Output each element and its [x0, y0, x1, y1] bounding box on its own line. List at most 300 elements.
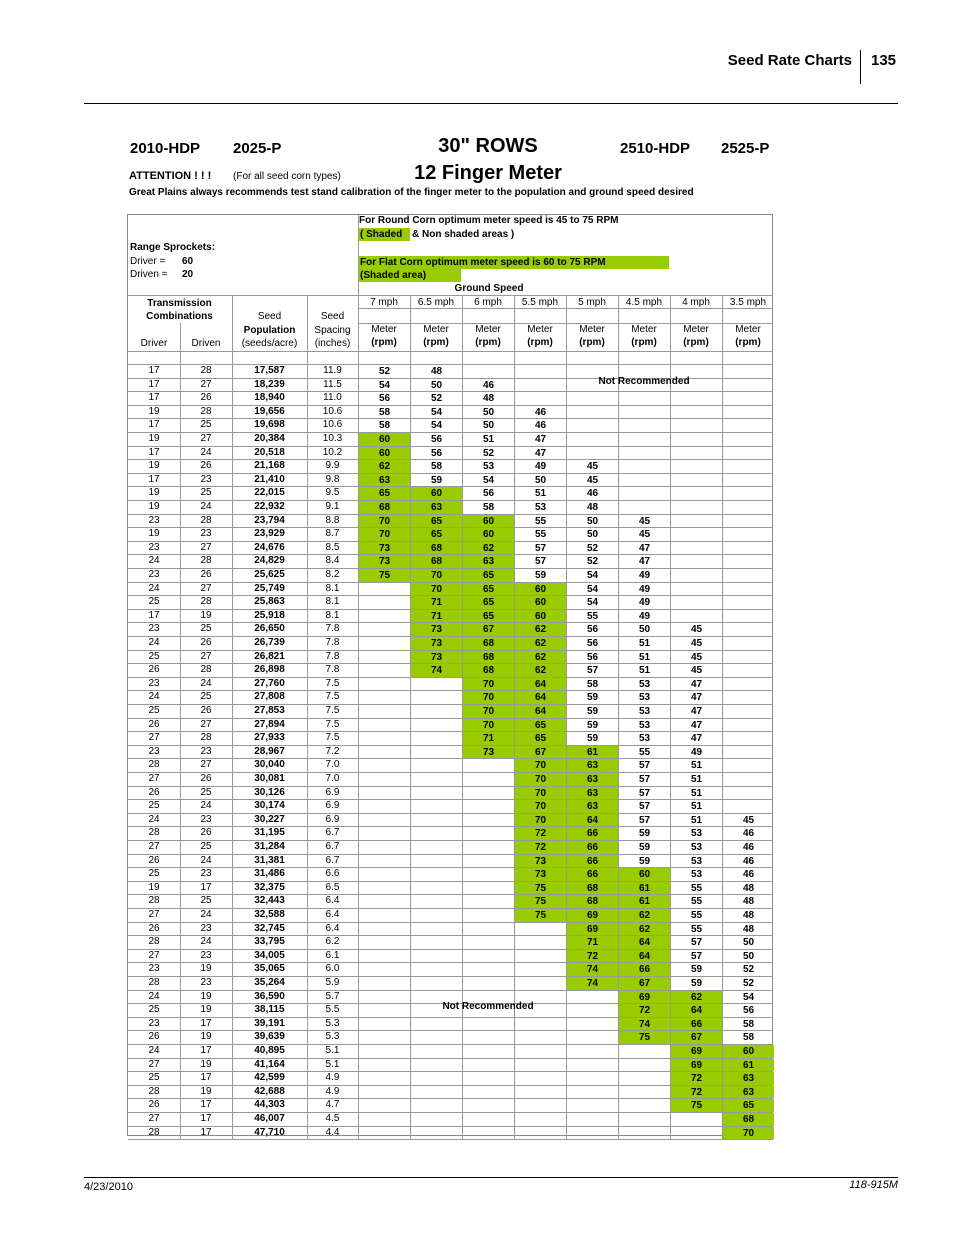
population-cell: 27,760 — [254, 677, 285, 689]
driven-cell: 26 — [200, 773, 212, 784]
meter-rpm-cell: 57 — [690, 950, 703, 962]
driven-value: 20 — [182, 269, 194, 280]
meter-rpm-cell: 54 — [586, 583, 599, 595]
meter-rpm-cell: 46 — [742, 842, 755, 853]
meter-rpm-cell: 56 — [378, 393, 391, 405]
meter-rpm-cell: 65 — [463, 596, 514, 609]
meter-rpm-cell: 72 — [515, 827, 566, 840]
driven-cell: 24 — [200, 446, 212, 458]
meter-rpm-cell: 63 — [723, 1086, 774, 1099]
spacing-cell: 6.4 — [325, 909, 340, 920]
meter-rpm-cell: 55 — [690, 910, 703, 921]
meter-rpm-cell: 59 — [586, 706, 599, 717]
driver-cell: 23 — [148, 623, 160, 635]
driven-cell: 25 — [200, 691, 212, 703]
meter-rpm-cell: 53 — [638, 706, 651, 717]
meter-rpm-cell: 45 — [690, 638, 703, 649]
driver-cell: 17 — [148, 473, 160, 485]
meter-rpm-cell: 59 — [430, 474, 443, 486]
population-cell: 41,164 — [254, 1058, 285, 1070]
meter-rpm-cell: 46 — [482, 379, 495, 391]
meter-rpm-cell: 59 — [638, 855, 651, 867]
attention-note: (For all seed corn types) — [233, 171, 341, 182]
meter-rpm-cell: 54 — [742, 991, 755, 1003]
driver-cell: 23 — [148, 677, 160, 689]
population-cell: 31,195 — [254, 827, 285, 839]
meter-rpm-cell: 58 — [586, 678, 599, 690]
meter-rpm-cell: 51 — [690, 801, 703, 813]
meter-rpm-cell: 52 — [742, 964, 755, 976]
meter-rpm-cell: 65 — [515, 719, 566, 732]
meter-rpm-cell: 72 — [671, 1086, 722, 1099]
driven-cell: 28 — [200, 514, 212, 526]
meter-rpm-cell: 69 — [619, 991, 670, 1004]
seed-rate-chart — [127, 214, 773, 1139]
population-cell: 33,795 — [254, 936, 285, 948]
meter-rpm-cell: 72 — [567, 950, 618, 963]
meter-rpm-cell: 48 — [742, 910, 755, 921]
meter-rpm-cell: 59 — [638, 842, 651, 853]
driven-cell: 17 — [200, 881, 212, 893]
meter-rpm-cell: 53 — [690, 869, 703, 881]
grid-line — [358, 323, 773, 324]
population-cell: 27,894 — [254, 718, 285, 730]
model-2510-hdp: 2510-HDP — [620, 140, 691, 157]
driven-cell: 27 — [200, 718, 212, 730]
meter-rpm-cell: 50 — [430, 379, 443, 391]
population-cell: 27,808 — [254, 691, 285, 703]
meter-rpm-cell: 70 — [515, 759, 566, 772]
meter-rpm-cell: 65 — [463, 583, 514, 596]
meter-rpm-cell: 45 — [638, 529, 651, 541]
meter-rpm-cell: 70 — [463, 705, 514, 718]
driven-cell: 28 — [200, 365, 212, 376]
driven-cell: 28 — [200, 405, 212, 417]
meter-rpm-cell: 45 — [638, 515, 651, 527]
meter-rpm-cell: 55 — [586, 610, 599, 622]
spacing-cell: 7.5 — [325, 691, 340, 703]
spacing-cell: 5.1 — [325, 1058, 340, 1070]
meter-rpm-cell: 64 — [515, 678, 566, 691]
population-cell: 42,599 — [254, 1072, 285, 1084]
meter-rpm-cell: 62 — [463, 542, 514, 555]
meter-rpm-cell: 70 — [723, 1127, 774, 1140]
footer-doc-number: 118-915M — [849, 1179, 898, 1191]
population-cell: 35,065 — [254, 963, 285, 975]
population-cell: 32,375 — [254, 881, 285, 893]
spacing-cell: 9.9 — [325, 460, 340, 472]
nonshaded-label: & Non shaded areas ) — [412, 229, 515, 240]
driven-cell: 19 — [200, 963, 212, 975]
spacing-cell: 6.5 — [325, 881, 340, 893]
speed-header: 5 mph — [578, 297, 606, 308]
driver-cell: 25 — [148, 800, 160, 812]
meter-rpm-cell: 50 — [482, 420, 495, 432]
meter-rpm-cell: 60 — [515, 583, 566, 596]
meter-rpm-cell: 72 — [619, 1004, 670, 1017]
meter-rpm-cell: 75 — [359, 569, 410, 582]
driven-cell: 25 — [200, 623, 212, 635]
meter-rpm-cell: 63 — [567, 759, 618, 772]
driven-cell: 17 — [200, 1017, 212, 1029]
meter-rpm-cell: 48 — [742, 896, 755, 908]
driven-cell: 26 — [200, 637, 212, 648]
meter-rpm-cell: 74 — [567, 963, 618, 976]
meter-rpm-cell: 62 — [671, 991, 722, 1004]
meter-rpm-cell: 59 — [534, 570, 547, 581]
meter-rpm-cell: 61 — [619, 895, 670, 908]
population-cell: 27,933 — [254, 732, 285, 744]
meter-rpm-cell: 57 — [534, 542, 547, 554]
meter-rpm-cell: 53 — [690, 855, 703, 867]
population-cell: 26,898 — [254, 664, 285, 676]
driver-cell: 24 — [148, 691, 160, 703]
meter-rpm-cell: 51 — [690, 760, 703, 772]
meter-header: Meter — [371, 324, 397, 335]
meter-rpm-cell: 72 — [671, 1072, 722, 1085]
spacing-cell: 6.9 — [325, 786, 340, 798]
seed-spacing-header-2: Spacing — [314, 325, 351, 336]
meter-rpm-cell: 68 — [411, 555, 462, 568]
driver-cell: 28 — [148, 936, 160, 948]
rpm-header: (rpm) — [423, 337, 449, 348]
driver-cell: 26 — [148, 1031, 160, 1043]
speed-header: 3.5 mph — [729, 297, 767, 308]
spacing-cell: 7.2 — [325, 745, 340, 757]
meter-rpm-cell: 47 — [534, 434, 547, 445]
meter-rpm-cell: 49 — [638, 610, 651, 622]
driven-cell: 27 — [200, 650, 212, 662]
meter-rpm-cell: 70 — [359, 515, 410, 528]
meter-rpm-cell: 47 — [534, 447, 547, 459]
rpm-header: (rpm) — [631, 337, 657, 348]
driven-cell: 28 — [200, 664, 212, 676]
meter-rpm-cell: 60 — [359, 447, 410, 460]
meter-rpm-cell: 51 — [690, 787, 703, 799]
meter-rpm-cell: 56 — [742, 1005, 755, 1017]
seed-population-header-2: Population — [243, 325, 296, 336]
meter-rpm-cell: 74 — [411, 664, 462, 677]
driver-cell: 27 — [148, 773, 160, 784]
spacing-cell: 5.7 — [325, 990, 340, 1002]
meter-rpm-cell: 62 — [619, 923, 670, 936]
spacing-cell: 7.0 — [325, 759, 340, 771]
model-2025-p: 2025-P — [233, 140, 282, 157]
meter-rpm-cell: 53 — [690, 842, 703, 853]
spacing-cell: 11.0 — [323, 392, 342, 404]
population-cell: 34,005 — [254, 949, 285, 961]
meter-rpm-cell: 71 — [567, 936, 618, 949]
population-cell: 25,625 — [254, 569, 285, 580]
spacing-cell: 7.0 — [325, 773, 340, 784]
driver-cell: 25 — [148, 705, 160, 716]
driver-cell: 17 — [148, 365, 160, 376]
driver-cell: 25 — [148, 1072, 160, 1084]
meter-header: Meter — [735, 324, 761, 335]
meter-rpm-cell: 45 — [586, 474, 599, 486]
meter-rpm-cell: 52 — [378, 366, 391, 377]
population-cell: 32,443 — [254, 895, 285, 907]
meter-rpm-cell: 49 — [690, 746, 703, 758]
meter-rpm-cell: 75 — [619, 1031, 670, 1044]
spacing-cell: 6.7 — [325, 827, 340, 839]
meter-rpm-cell: 48 — [742, 882, 755, 894]
meter-rpm-cell: 60 — [463, 515, 514, 528]
driven-cell: 25 — [200, 895, 212, 907]
footer-rule — [84, 1177, 898, 1178]
meter-rpm-cell: 66 — [567, 827, 618, 840]
driven-cell: 25 — [200, 786, 212, 798]
population-cell: 25,918 — [254, 609, 285, 621]
meter-rpm-cell: 65 — [463, 569, 514, 582]
meter-rpm-cell: 71 — [411, 610, 462, 623]
meter-rpm-cell: 49 — [638, 583, 651, 595]
not-recommended-bottom: Not Recommended — [442, 1001, 534, 1012]
population-cell: 24,829 — [254, 555, 285, 567]
seed-population-header-3: (seeds/acre) — [241, 338, 298, 349]
meter-rpm-cell: 51 — [638, 638, 651, 649]
meter-rpm-cell: 68 — [567, 895, 618, 908]
meter-header: Meter — [475, 324, 501, 335]
header-rule — [84, 103, 898, 104]
driver-cell: 28 — [148, 1126, 160, 1138]
spacing-cell: 4.9 — [325, 1072, 340, 1084]
driver-cell: 23 — [148, 1017, 160, 1029]
meter-rpm-cell: 66 — [619, 963, 670, 976]
driver-cell: 25 — [148, 868, 160, 880]
meter-rpm-cell: 73 — [463, 746, 514, 759]
meter-rpm-cell: 67 — [515, 746, 566, 759]
meter-rpm-cell: 59 — [638, 828, 651, 840]
meter-rpm-cell: 70 — [359, 528, 410, 541]
recommendation-text: Great Plains always recommends test stand calibration of the finger meter to the population and ground speed desired — [129, 187, 694, 198]
meter-rpm-cell: 46 — [742, 828, 755, 840]
meter-rpm-cell: 62 — [359, 460, 410, 473]
meter-rpm-cell: 50 — [586, 529, 599, 541]
population-cell: 26,821 — [254, 650, 285, 662]
driven-cell: 26 — [200, 569, 212, 580]
spacing-cell: 6.7 — [325, 854, 340, 866]
driver-cell: 23 — [148, 745, 160, 757]
spacing-cell: 10.2 — [322, 446, 343, 458]
driver-cell: 17 — [148, 378, 160, 390]
spacing-cell: 8.1 — [325, 582, 340, 594]
driver-cell: 23 — [148, 541, 160, 553]
meter-rpm-cell: 45 — [742, 814, 755, 826]
spacing-cell: 6.0 — [325, 963, 340, 975]
spacing-cell: 4.9 — [325, 1085, 340, 1097]
rpm-header: (rpm) — [683, 337, 709, 348]
meter-rpm-cell: 57 — [638, 787, 651, 799]
meter-rpm-cell: 51 — [690, 774, 703, 785]
meter-rpm-cell: 48 — [742, 923, 755, 935]
population-cell: 47,710 — [254, 1126, 285, 1138]
meter-rpm-cell: 60 — [463, 528, 514, 541]
driver-cell: 27 — [148, 909, 160, 920]
meter-rpm-cell: 53 — [638, 692, 651, 704]
population-cell: 26,650 — [254, 623, 285, 635]
driver-cell: 26 — [148, 664, 160, 676]
population-cell: 18,940 — [254, 392, 285, 404]
meter-rpm-cell: 55 — [534, 529, 547, 541]
spacing-cell: 8.4 — [325, 555, 340, 567]
meter-rpm-cell: 51 — [534, 488, 547, 500]
meter-rpm-cell: 65 — [359, 487, 410, 500]
meter-rpm-cell: 53 — [638, 678, 651, 690]
population-cell: 25,863 — [254, 596, 285, 608]
meter-rpm-cell: 70 — [411, 583, 462, 596]
spacing-cell: 5.9 — [325, 977, 340, 988]
speed-header: 5.5 mph — [521, 297, 559, 308]
population-cell: 23,794 — [254, 514, 285, 526]
grid-line — [128, 295, 773, 296]
meter-rpm-cell: 54 — [482, 474, 495, 486]
rpm-header: (rpm) — [579, 337, 605, 348]
meter-rpm-cell: 73 — [515, 868, 566, 881]
driver-cell: 17 — [148, 446, 160, 458]
meter-rpm-cell: 55 — [638, 746, 651, 758]
driven-cell: 26 — [200, 827, 212, 839]
population-cell: 36,590 — [254, 990, 285, 1002]
meter-rpm-cell: 64 — [671, 1004, 722, 1017]
flat-shaded-label: (Shaded area) — [358, 269, 461, 282]
meter-rpm-cell: 50 — [638, 624, 651, 636]
driver-cell: 17 — [148, 392, 160, 404]
meter-rpm-cell: 58 — [378, 420, 391, 432]
driver-cell: 28 — [148, 895, 160, 907]
spacing-cell: 6.1 — [325, 949, 340, 961]
combinations-header: Combinations — [146, 311, 213, 322]
meter-rpm-cell: 72 — [515, 841, 566, 854]
spacing-cell: 9.8 — [325, 473, 340, 485]
driven-cell: 27 — [200, 759, 212, 771]
meter-rpm-cell: 49 — [534, 461, 547, 473]
driven-cell: 17 — [200, 1045, 212, 1056]
spacing-cell: 5.3 — [325, 1017, 340, 1029]
meter-rpm-cell: 64 — [567, 814, 618, 827]
driver-cell: 24 — [148, 813, 160, 825]
meter-rpm-cell: 57 — [586, 665, 599, 677]
driver-cell: 25 — [148, 596, 160, 608]
spacing-cell: 8.5 — [325, 541, 340, 553]
seed-spacing-header-3: (inches) — [314, 338, 351, 349]
meter-rpm-cell: 73 — [411, 637, 462, 650]
meter-rpm-cell: 71 — [463, 732, 514, 745]
meter-rpm-cell: 54 — [430, 406, 443, 418]
meter-rpm-cell: 57 — [534, 556, 547, 568]
meter-rpm-cell: 48 — [482, 393, 495, 405]
rpm-header: (rpm) — [475, 337, 501, 348]
spacing-cell: 10.3 — [322, 433, 343, 444]
meter-rpm-cell: 55 — [534, 515, 547, 527]
meter-rpm-cell: 69 — [671, 1059, 722, 1072]
meter-rpm-cell: 60 — [619, 868, 670, 881]
meter-rpm-cell: 63 — [567, 800, 618, 813]
driven-cell: 24 — [200, 800, 212, 812]
meter-rpm-cell: 58 — [482, 502, 495, 513]
population-cell: 19,656 — [254, 405, 285, 417]
meter-rpm-cell: 53 — [638, 719, 651, 731]
meter-rpm-cell: 71 — [411, 596, 462, 609]
spacing-cell: 9.5 — [325, 487, 340, 499]
driven-cell: 24 — [200, 936, 212, 948]
population-cell: 27,853 — [254, 705, 285, 716]
spacing-cell: 9.1 — [325, 501, 340, 512]
meter-rpm-cell: 64 — [515, 705, 566, 718]
population-cell: 20,384 — [254, 433, 285, 444]
meter-rpm-cell: 59 — [690, 964, 703, 976]
meter-rpm-cell: 51 — [638, 651, 651, 663]
meter-rpm-cell: 65 — [411, 515, 462, 528]
driver-cell: 26 — [148, 786, 160, 798]
driver-cell: 26 — [148, 718, 160, 730]
meter-rpm-cell: 65 — [463, 610, 514, 623]
driven-cell: 24 — [200, 854, 212, 866]
driven-label: Driven = — [130, 269, 168, 280]
driver-cell: 27 — [148, 732, 160, 744]
driver-cell: 24 — [148, 1045, 160, 1056]
meter-rpm-cell: 56 — [586, 651, 599, 663]
spacing-cell: 7.5 — [325, 677, 340, 689]
speed-header: 4 mph — [682, 297, 710, 308]
meter-rpm-cell: 70 — [463, 678, 514, 691]
meter-rpm-cell: 56 — [586, 638, 599, 649]
meter-rpm-cell: 73 — [411, 651, 462, 664]
driven-cell: 27 — [200, 582, 212, 594]
rpm-header: (rpm) — [527, 337, 553, 348]
meter-rpm-cell: 54 — [586, 570, 599, 581]
meter-rpm-cell: 70 — [515, 787, 566, 800]
meter-rpm-cell: 45 — [690, 665, 703, 677]
meter-rpm-cell: 46 — [742, 869, 755, 881]
spacing-cell: 5.5 — [325, 1004, 340, 1016]
meter-rpm-cell: 75 — [515, 909, 566, 922]
driver-cell: 26 — [148, 1099, 160, 1111]
flat-corn-note: For Flat Corn optimum meter speed is 60 to 75 RPM — [358, 256, 669, 269]
meter-rpm-cell: 53 — [638, 733, 651, 745]
meter-rpm-cell: 64 — [619, 950, 670, 963]
meter-rpm-cell: 46 — [742, 855, 755, 867]
driven-cell: 25 — [200, 487, 212, 499]
spacing-cell: 7.5 — [325, 705, 340, 716]
meter-rpm-cell: 48 — [586, 502, 599, 513]
spacing-cell: 8.1 — [325, 596, 340, 608]
spacing-cell: 7.8 — [325, 664, 340, 676]
meter-rpm-cell: 63 — [567, 773, 618, 786]
speed-header: 7 mph — [370, 297, 398, 308]
spacing-cell: 6.9 — [325, 813, 340, 825]
meter-rpm-cell: 59 — [586, 719, 599, 731]
meter-rpm-cell: 49 — [638, 597, 651, 609]
meter-rpm-cell: 70 — [515, 773, 566, 786]
meter-rpm-cell: 58 — [378, 406, 391, 418]
meter-rpm-cell: 47 — [690, 719, 703, 731]
driven-cell: 17 — [200, 1099, 212, 1111]
spacing-cell: 5.1 — [325, 1045, 340, 1056]
meter-rpm-cell: 60 — [411, 487, 462, 500]
driven-cell: 26 — [200, 460, 212, 472]
population-cell: 24,676 — [254, 541, 285, 553]
meter-rpm-cell: 70 — [463, 691, 514, 704]
meter-rpm-cell: 48 — [430, 366, 443, 377]
driven-cell: 17 — [200, 1113, 212, 1124]
driven-cell: 23 — [200, 949, 212, 961]
meter-rpm-cell: 68 — [411, 542, 462, 555]
population-cell: 38,115 — [254, 1004, 285, 1016]
population-cell: 22,932 — [254, 501, 285, 512]
meter-rpm-cell: 65 — [723, 1099, 774, 1112]
meter-rpm-cell: 49 — [638, 570, 651, 581]
